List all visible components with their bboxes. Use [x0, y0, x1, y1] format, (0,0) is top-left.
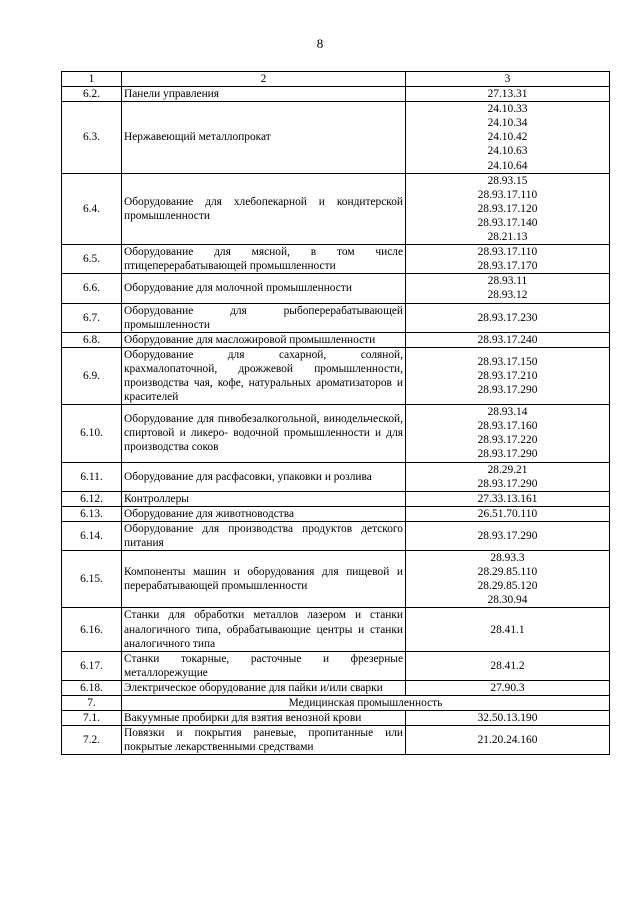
- header-col-2: 2: [122, 72, 406, 87]
- code: 27.13.31: [487, 88, 528, 101]
- row-codes: [406, 245, 610, 274]
- code: 28.41.1: [490, 623, 525, 636]
- row-name: Оборудование для расфасовки, упаковки и розлива: [122, 462, 406, 491]
- section-row: [62, 696, 610, 711]
- code: 28.93.3: [490, 552, 525, 565]
- row-codes: [406, 274, 610, 303]
- codes-table: [61, 71, 610, 755]
- code: 24.10.34: [487, 117, 528, 130]
- table-row: [62, 711, 610, 726]
- row-number: 6.15.: [62, 551, 122, 608]
- row-codes: [406, 726, 610, 755]
- code: 27.90.3: [490, 681, 525, 694]
- row-codes: [406, 711, 610, 726]
- row-name: Контроллеры: [122, 491, 406, 506]
- row-codes: [406, 173, 610, 244]
- row-name: Оборудование для хлебопекарной и кондитерской промышленности: [122, 173, 406, 244]
- row-number: 6.9.: [62, 347, 122, 404]
- row-name: Оборудование для мясной, в том числе птицеперерабатывающей промышленности: [122, 245, 406, 274]
- section-title: Медицинская промышленность: [122, 696, 610, 711]
- code: 24.10.42: [487, 131, 528, 144]
- table-row: [62, 551, 610, 608]
- row-name: Вакуумные пробирки для взятия венозной крови: [122, 711, 406, 726]
- code: 28.93.17.210: [477, 369, 538, 382]
- code: 28.93.17.110: [477, 246, 538, 259]
- table-row: [62, 347, 610, 404]
- row-name: Нержавеющий металлопрокат: [122, 102, 406, 173]
- code: 24.10.33: [487, 103, 528, 116]
- table-row: [62, 274, 610, 303]
- row-number: 6.8.: [62, 332, 122, 347]
- row-number: 6.3.: [62, 102, 122, 173]
- table-row: [62, 405, 610, 462]
- row-number: 6.7.: [62, 303, 122, 332]
- row-codes: [406, 506, 610, 521]
- row-codes: [406, 102, 610, 173]
- row-name: Станки токарные, расточные и фрезерные металлорежущие: [122, 651, 406, 680]
- row-number: 6.5.: [62, 245, 122, 274]
- header-col-1: 1: [62, 72, 122, 87]
- code: 28.21.13: [487, 231, 528, 244]
- section-number: 7.: [62, 696, 122, 711]
- code: 28.93.17.110: [477, 188, 538, 201]
- table-header-row: [62, 72, 610, 87]
- row-name: Станки для обработки металлов лазером и станки аналогичного типа, обрабатывающие центры и станки аналогичного типа: [122, 608, 406, 651]
- code: 28.93.17.220: [477, 434, 538, 447]
- code: 28.93.17.290: [477, 477, 538, 490]
- code: 27.33.13.161: [477, 492, 538, 505]
- row-name: Оборудование для сахарной, соляной, крахмалопаточной, дрожжевой промышленности, производства чая, кофе, натуральных ароматизаторов и красителей: [122, 347, 406, 404]
- row-number: 6.4.: [62, 173, 122, 244]
- row-codes: [406, 551, 610, 608]
- row-name: Оборудование для масложировой промышленности: [122, 332, 406, 347]
- table-row: [62, 332, 610, 347]
- code: 28.93.11: [487, 275, 528, 288]
- row-name: Повязки и покрытия раневые, пропитанные или покрытые лекарственными средствами: [122, 726, 406, 755]
- code: 28.41.2: [490, 659, 525, 672]
- row-codes: [406, 303, 610, 332]
- table-row: [62, 506, 610, 521]
- row-codes: [406, 521, 610, 550]
- code: 24.10.63: [487, 145, 528, 158]
- code: 24.10.64: [487, 159, 528, 172]
- code: 28.30.94: [487, 594, 528, 607]
- row-number: 7.1.: [62, 711, 122, 726]
- code: 26.51.70.110: [477, 507, 538, 520]
- row-codes: [406, 651, 610, 680]
- row-number: 6.16.: [62, 608, 122, 651]
- table-row: [62, 173, 610, 244]
- table-row: [62, 726, 610, 755]
- code: 28.93.17.160: [477, 420, 538, 433]
- code: 28.93.15: [487, 174, 528, 187]
- table-row: [62, 680, 610, 695]
- code: 32.50.13.190: [477, 712, 538, 725]
- row-number: 6.6.: [62, 274, 122, 303]
- code: 28.93.12: [487, 289, 528, 302]
- table-row: [62, 608, 610, 651]
- code: 28.29.21: [487, 463, 528, 476]
- row-name: Оборудование для рыбоперерабатывающей промышленности: [122, 303, 406, 332]
- table-row: [62, 303, 610, 332]
- code: 28.93.17.140: [477, 216, 538, 229]
- code: 28.29.85.120: [477, 580, 538, 593]
- row-name: Оборудование для производства продуктов детского питания: [122, 521, 406, 550]
- table-row: [62, 102, 610, 173]
- code: 28.93.17.290: [477, 529, 538, 542]
- page-number: 8: [316, 36, 324, 51]
- row-codes: [406, 405, 610, 462]
- row-number: 6.2.: [62, 87, 122, 102]
- row-name: Оборудование для молочной промышленности: [122, 274, 406, 303]
- table-row: [62, 521, 610, 550]
- table-row: [62, 491, 610, 506]
- code: 28.93.17.170: [477, 260, 538, 273]
- row-name: Оборудование для пивобезалкогольной, винодельческой, спиртовой и ликеро- водочной промышленности и для производства соков: [122, 405, 406, 462]
- code: 28.93.17.240: [477, 333, 538, 346]
- table-row: [62, 87, 610, 102]
- code: 28.29.85.110: [477, 566, 538, 579]
- code: 28.93.17.290: [477, 448, 538, 461]
- row-number: 6.10.: [62, 405, 122, 462]
- code: 28.93.17.230: [477, 311, 538, 324]
- row-name: Оборудование для животноводства: [122, 506, 406, 521]
- code: 28.93.14: [487, 406, 528, 419]
- table-row: [62, 651, 610, 680]
- row-codes: [406, 491, 610, 506]
- row-number: 6.18.: [62, 680, 122, 695]
- row-number: 6.17.: [62, 651, 122, 680]
- row-codes: [406, 347, 610, 404]
- code: 28.93.17.290: [477, 384, 538, 397]
- row-codes: [406, 608, 610, 651]
- table-row: [62, 462, 610, 491]
- row-number: 7.2.: [62, 726, 122, 755]
- row-name: Панели управления: [122, 87, 406, 102]
- code: 28.93.17.150: [477, 355, 538, 368]
- row-number: 6.12.: [62, 491, 122, 506]
- row-number: 6.14.: [62, 521, 122, 550]
- row-name: Электрическое оборудование для пайки и/или сварки: [122, 680, 406, 695]
- row-name: Компоненты машин и оборудования для пищевой и перерабатывающей промышленности: [122, 551, 406, 608]
- code: 21.20.24.160: [477, 734, 538, 747]
- row-number: 6.13.: [62, 506, 122, 521]
- row-codes: [406, 87, 610, 102]
- code: 28.93.17.120: [477, 202, 538, 215]
- row-codes: [406, 462, 610, 491]
- row-codes: [406, 332, 610, 347]
- header-col-3: 3: [406, 72, 610, 87]
- table-row: [62, 245, 610, 274]
- row-codes: [406, 680, 610, 695]
- row-number: 6.11.: [62, 462, 122, 491]
